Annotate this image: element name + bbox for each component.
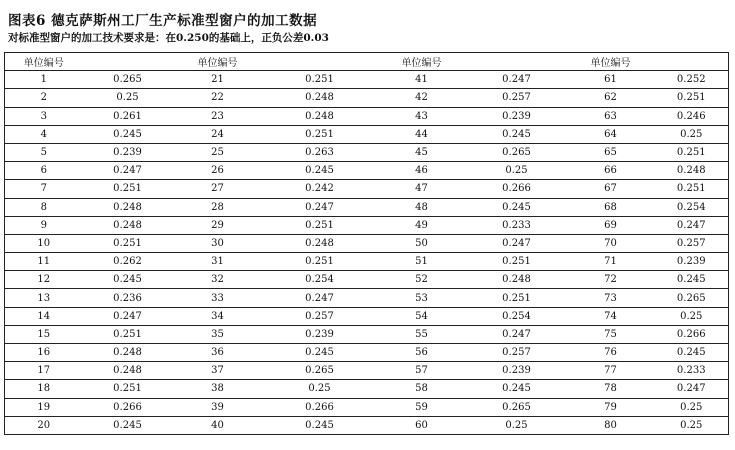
unit-number-cell: 62: [604, 92, 617, 104]
unit-number-cell: 25: [211, 147, 224, 159]
measurement-value-cell: 0.245: [655, 271, 729, 289]
table-header-row: [5, 53, 729, 71]
measurement-value-cell: 0.248: [113, 365, 142, 377]
unit-number-cell: 70: [604, 237, 617, 249]
measurement-value-cell: 0.265: [502, 401, 531, 413]
header-cell-unit-number: 单位编号: [401, 58, 442, 70]
unit-number-cell: 6: [5, 162, 83, 180]
unit-number-cell: 2: [5, 89, 83, 107]
unit-number-cell: 18: [5, 380, 83, 398]
unit-number-cell: 21: [211, 74, 224, 86]
unit-number-cell: 3: [5, 107, 83, 125]
unit-number-cell: 35: [211, 328, 224, 340]
measurement-value-cell: 0.251: [305, 219, 334, 231]
measurement-value-cell: 0.245: [113, 274, 142, 286]
measurement-value-cell: 0.257: [305, 310, 334, 322]
unit-number-cell: 78: [604, 383, 617, 395]
unit-number-cell: 67: [604, 183, 617, 195]
measurement-value-cell: 0.251: [502, 292, 531, 304]
unit-number-cell: 22: [211, 92, 224, 104]
page-title: 图表6 德克萨斯州工厂生产标准型窗户的加工数据: [8, 13, 318, 29]
measurement-value-cell: 0.25: [116, 92, 139, 104]
unit-number-cell: 15: [5, 325, 83, 343]
measurement-value-cell: 0.25: [505, 419, 528, 431]
table-row: [5, 71, 729, 89]
unit-number-cell: 32: [211, 274, 224, 286]
measurement-value-cell: 0.251: [655, 89, 729, 107]
measurement-value-cell: 0.25: [655, 416, 729, 434]
measurement-value-cell: 0.245: [305, 165, 334, 177]
unit-number-cell: 66: [604, 165, 617, 177]
table-row: [5, 234, 729, 252]
table-row: [5, 216, 729, 234]
measurement-value-cell: 0.245: [305, 347, 334, 359]
unit-number-cell: 44: [415, 128, 428, 140]
table-row: [5, 307, 729, 325]
unit-number-cell: 76: [604, 347, 617, 359]
header-cell-blank: [83, 53, 173, 71]
unit-number-cell: 45: [415, 147, 428, 159]
unit-number-cell: 17: [5, 362, 83, 380]
measurement-value-cell: 0.266: [113, 401, 142, 413]
unit-number-cell: 42: [415, 92, 428, 104]
measurement-value-cell: 0.245: [113, 128, 142, 140]
measurement-value-cell: 0.265: [655, 289, 729, 307]
unit-number-cell: 29: [211, 219, 224, 231]
unit-number-cell: 53: [415, 292, 428, 304]
unit-number-cell: 20: [5, 416, 83, 434]
header-cell-unit-number: 单位编号: [590, 58, 631, 70]
unit-number-cell: 61: [604, 74, 617, 86]
measurement-value-cell: 0.263: [305, 147, 334, 159]
unit-number-cell: 57: [415, 365, 428, 377]
measurement-value-cell: 0.248: [305, 92, 334, 104]
header-cell-unit-number: 单位编号: [5, 53, 83, 71]
measurement-value-cell: 0.251: [655, 180, 729, 198]
measurement-value-cell: 0.239: [113, 147, 142, 159]
unit-number-cell: 33: [211, 292, 224, 304]
header-cell-blank: [467, 53, 567, 71]
measurement-value-cell: 0.247: [305, 292, 334, 304]
unit-number-cell: 38: [211, 383, 224, 395]
unit-number-cell: 46: [415, 165, 428, 177]
table-row: [5, 344, 729, 362]
unit-number-cell: 47: [415, 183, 428, 195]
unit-number-cell: 56: [415, 347, 428, 359]
measurement-value-cell: 0.266: [305, 401, 334, 413]
unit-number-cell: 63: [604, 110, 617, 122]
header-cell-unit-number: 单位编号: [197, 58, 238, 70]
unit-number-cell: 50: [415, 237, 428, 249]
measurement-value-cell: 0.248: [113, 347, 142, 359]
measurement-value-cell: 0.236: [113, 292, 142, 304]
unit-number-cell: 26: [211, 165, 224, 177]
table-row: [5, 362, 729, 380]
measurement-value-cell: 0.245: [655, 344, 729, 362]
unit-number-cell: 12: [5, 271, 83, 289]
unit-number-cell: 77: [604, 365, 617, 377]
page-subtitle: 对标准型窗户的加工技术要求是：在0.250的基础上，正负公差0.03: [8, 32, 329, 44]
measurement-value-cell: 0.248: [655, 162, 729, 180]
unit-number-cell: 80: [604, 419, 617, 431]
unit-number-cell: 39: [211, 401, 224, 413]
table-row: [5, 398, 729, 416]
unit-number-cell: 31: [211, 256, 224, 268]
header-cell-blank: [655, 53, 729, 71]
unit-number-cell: 14: [5, 307, 83, 325]
measurement-value-cell: 0.251: [305, 256, 334, 268]
measurement-value-cell: 0.251: [113, 328, 142, 340]
unit-number-cell: 7: [5, 180, 83, 198]
measurement-value-cell: 0.246: [655, 107, 729, 125]
table-row: [5, 162, 729, 180]
unit-number-cell: 49: [415, 219, 428, 231]
measurement-value-cell: 0.248: [502, 274, 531, 286]
unit-number-cell: 65: [604, 147, 617, 159]
unit-number-cell: 28: [211, 201, 224, 213]
measurement-value-cell: 0.254: [502, 310, 531, 322]
unit-number-cell: 48: [415, 201, 428, 213]
measurement-value-cell: 0.247: [305, 201, 334, 213]
table-row: [5, 143, 729, 161]
measurement-value-cell: 0.245: [502, 128, 531, 140]
measurement-value-cell: 0.247: [655, 216, 729, 234]
measurement-value-cell: 0.248: [305, 237, 334, 249]
unit-number-cell: 75: [604, 328, 617, 340]
measurement-value-cell: 0.251: [305, 128, 334, 140]
unit-number-cell: 72: [604, 274, 617, 286]
unit-number-cell: 34: [211, 310, 224, 322]
measurement-value-cell: 0.257: [502, 347, 531, 359]
table-row: [5, 253, 729, 271]
measurement-value-cell: 0.245: [305, 419, 334, 431]
measurement-value-cell: 0.233: [502, 219, 531, 231]
unit-number-cell: 30: [211, 237, 224, 249]
unit-number-cell: 13: [5, 289, 83, 307]
table-row: [5, 198, 729, 216]
unit-number-cell: 37: [211, 365, 224, 377]
measurement-value-cell: 0.25: [655, 307, 729, 325]
unit-number-cell: 64: [604, 128, 617, 140]
measurement-value-cell: 0.247: [113, 165, 142, 177]
measurement-value-cell: 0.247: [113, 310, 142, 322]
unit-number-cell: 23: [211, 110, 224, 122]
measurement-value-cell: 0.247: [655, 380, 729, 398]
measurement-value-cell: 0.239: [502, 365, 531, 377]
table-row: [5, 180, 729, 198]
unit-number-cell: 73: [604, 292, 617, 304]
unit-number-cell: 41: [415, 74, 428, 86]
measurement-value-cell: 0.242: [305, 183, 334, 195]
unit-number-cell: 5: [5, 143, 83, 161]
unit-number-cell: 43: [415, 110, 428, 122]
measurement-value-cell: 0.265: [113, 74, 142, 86]
unit-number-cell: 4: [5, 125, 83, 143]
unit-number-cell: 51: [415, 256, 428, 268]
measurement-value-cell: 0.239: [655, 253, 729, 271]
measurement-value-cell: 0.257: [655, 234, 729, 252]
measurement-value-cell: 0.248: [113, 201, 142, 213]
measurement-value-cell: 0.245: [502, 383, 531, 395]
measurement-value-cell: 0.239: [305, 328, 334, 340]
unit-number-cell: 10: [5, 234, 83, 252]
measurement-value-cell: 0.251: [502, 256, 531, 268]
unit-number-cell: 54: [415, 310, 428, 322]
measurement-value-cell: 0.262: [113, 256, 142, 268]
unit-number-cell: 9: [5, 216, 83, 234]
header-cell-blank: [263, 53, 377, 71]
unit-number-cell: 16: [5, 344, 83, 362]
unit-number-cell: 19: [5, 398, 83, 416]
table-row: [5, 380, 729, 398]
measurement-value-cell: 0.251: [113, 383, 142, 395]
table-row: [5, 271, 729, 289]
table-row: [5, 289, 729, 307]
measurement-value-cell: 0.254: [305, 274, 334, 286]
measurement-value-cell: 0.261: [113, 110, 142, 122]
unit-number-cell: 27: [211, 183, 224, 195]
unit-number-cell: 59: [415, 401, 428, 413]
measurement-value-cell: 0.248: [305, 110, 334, 122]
measurement-value-cell: 0.25: [655, 125, 729, 143]
unit-number-cell: 69: [604, 219, 617, 231]
unit-number-cell: 71: [604, 256, 617, 268]
measurement-value-cell: 0.251: [113, 183, 142, 195]
unit-number-cell: 1: [5, 71, 83, 89]
unit-number-cell: 60: [415, 419, 428, 431]
unit-number-cell: 11: [5, 253, 83, 271]
unit-number-cell: 52: [415, 274, 428, 286]
unit-number-cell: 55: [415, 328, 428, 340]
processing-data-table: [4, 52, 729, 435]
table-row: [5, 89, 729, 107]
measurement-value-cell: 0.239: [502, 110, 531, 122]
measurement-value-cell: 0.252: [655, 71, 729, 89]
table-body: [5, 53, 729, 435]
measurement-value-cell: 0.25: [655, 398, 729, 416]
measurement-value-cell: 0.245: [113, 419, 142, 431]
unit-number-cell: 8: [5, 198, 83, 216]
unit-number-cell: 58: [415, 383, 428, 395]
table-row: [5, 125, 729, 143]
unit-number-cell: 74: [604, 310, 617, 322]
table-row: [5, 325, 729, 343]
measurement-value-cell: 0.251: [655, 143, 729, 161]
measurement-value-cell: 0.251: [305, 74, 334, 86]
unit-number-cell: 36: [211, 347, 224, 359]
measurement-value-cell: 0.25: [505, 165, 528, 177]
measurement-value-cell: 0.233: [655, 362, 729, 380]
measurement-value-cell: 0.247: [502, 74, 531, 86]
measurement-value-cell: 0.251: [113, 237, 142, 249]
measurement-value-cell: 0.265: [502, 147, 531, 159]
measurement-value-cell: 0.254: [655, 198, 729, 216]
table-row: [5, 416, 729, 434]
measurement-value-cell: 0.247: [502, 328, 531, 340]
unit-number-cell: 79: [604, 401, 617, 413]
unit-number-cell: 68: [604, 201, 617, 213]
measurement-value-cell: 0.245: [502, 201, 531, 213]
unit-number-cell: 40: [211, 419, 224, 431]
measurement-value-cell: 0.265: [305, 365, 334, 377]
table-row: [5, 107, 729, 125]
measurement-value-cell: 0.257: [502, 92, 531, 104]
measurement-value-cell: 0.25: [308, 383, 331, 395]
measurement-value-cell: 0.247: [502, 237, 531, 249]
measurement-value-cell: 0.266: [655, 325, 729, 343]
measurement-value-cell: 0.266: [502, 183, 531, 195]
measurement-value-cell: 0.248: [113, 219, 142, 231]
unit-number-cell: 24: [211, 128, 224, 140]
